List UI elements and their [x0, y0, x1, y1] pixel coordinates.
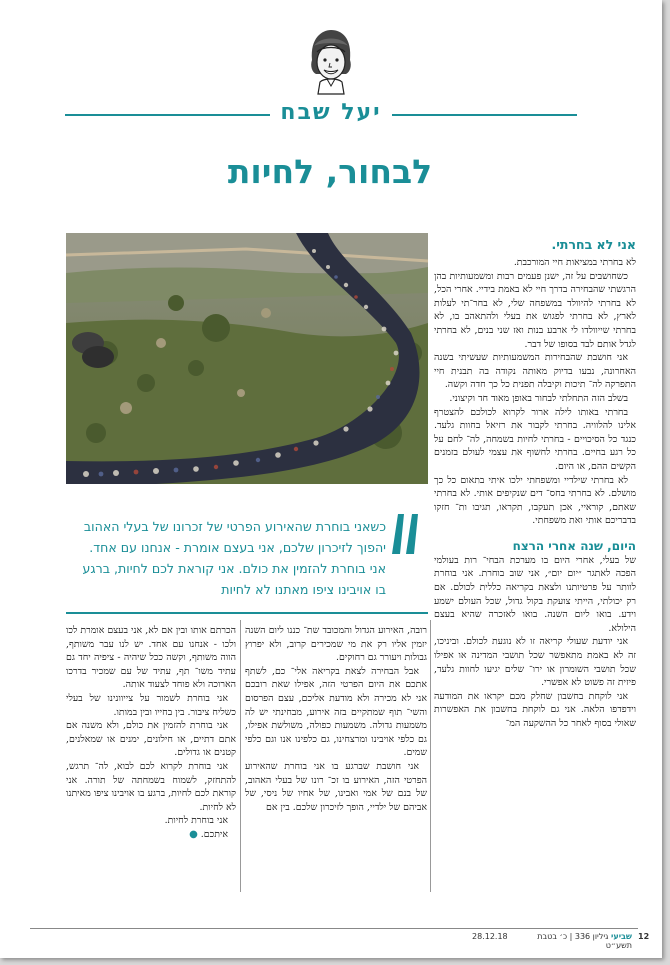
- author-rule-right: [392, 114, 577, 116]
- column-subheading: אני לא בחרתי.: [551, 237, 636, 252]
- author-rule-left: [65, 114, 270, 116]
- paragraph: אני בוחרת להזמין את כולם, ולא משנה אם אתם דתיים, או חילונים, ימנים או שמאלנים, קטנים או גדולים.: [66, 720, 236, 759]
- footer-rule: [30, 928, 638, 929]
- paragraph: של בעלי, אחרי היום בו מערכת הבחי־ רות בעולמי הפכה לאתגר ״יום יום״, אני שוב בוחרת. אני בוחרת לוותר על פרטיותנו ולצאת בקריאה כללית לכולם. אם רק יכולתי, הייתי צועקת בקול גדול, שכל העולם ישמע וידע. בואו ליום השנה. בואו לאזכרה שהיא בעצם הילולא.: [434, 554, 636, 634]
- article-column-right: [434, 236, 636, 894]
- paragraph: בחרתי באותו לילה ארור לקרוא לכולכם להצטרף אלינו להלוויה. בחרתי לקבור את רזיאל בחוות גלעד. כנגד כל הסיכויים - בחרתי לחיות בשמחה, לה־ לחם על כל רגע בחיים. בחרתי לחשוף את עצמי לעולם בזמנים הקשים ההם, או היום.: [434, 406, 636, 472]
- issue-text: גיליון 336 | כ׳ בטבת תשע״ט: [537, 932, 632, 950]
- pull-quote-text: כשאני בוחרת שהאירוע הפרטי של זכרונו של בעלי האהוב יהפוך לזיכרון שלכם, אני בעצם אומרת - אנחנו עם אחד. אני בוחרת להזמין את כולם. אני קוראת לכם לחיות, ברגע בו אויבינו ציפו מאתנו לא לחיות: [82, 519, 386, 597]
- author-portrait-illustration: [300, 26, 362, 96]
- column-divider: [430, 620, 431, 892]
- paragraph: בשלב הזה התחלתי לבחור באופן מאוד חד וקיצוני.: [449, 392, 628, 404]
- closing-line: [66, 828, 236, 842]
- column-divider: [240, 620, 241, 892]
- paragraph: אני חושבת שהבחירות המשמעותיות שעשיתי בשנה האחרונה, נבעו בדיוק מאותה נקודה בה תבנית חיי התפרקה לה־ תיכות וקיבלה תפנית כל כך חדה וקשה.: [434, 352, 636, 391]
- issue-date: 28.12.18: [472, 932, 508, 941]
- end-mark-icon: ●: [189, 828, 198, 840]
- paragraph: אבל הבחירה לצאת בקריאה אלי־ כם, לשתף אתכם את היום הפרטי הזה, אפילו שאת רובכם אני לא מכירה ולא מודעת אליכם, עצם הפרסום והשי־ תוף שמתקיים בזה אירוע, מבחינתי יש לה משמעות גדולה. משמעות כפולה, משולשת אפילו, גם כלפי אויבינו ומרצחינו, גם כלפינו אנו וגם כלפי שמים.: [245, 665, 427, 759]
- subheading-2-text: היום, שנה אחרי הרצח: [512, 538, 636, 553]
- paragraph: לא בחרתי שילדיי ומשפחתי ילכו איתי בתאום כל כך מושלם. לא בחרתי בחס־ דים שנקיפים אותי. לא בחרתי שאתם, קוראיי, אכן תעקבו, תקראו, תגיבו ות־ חזקו בדבריכם אותי ואת משפחתי.: [434, 474, 636, 527]
- article-column-left: [66, 624, 236, 894]
- paragraph: כשחושבים על זה, ישנן פעמים רבות ומשמעותיות בהן הרגשתי שהבחירה בדרך חיי לא באמת בידיי. אחרי הכל, לא בחרתי להיוולד במשפחה שלי, לא בחר־תי לעלות לארץ, לא בחרתי לפגוש את בעלי ולהתאהב בו, לא בחרתי שייוולדו לי ארבע בנות ואז שני בנים, לא בחרתי לגדל אותם לבד בסופו של דבר.: [434, 270, 636, 350]
- page-number: 12: [638, 932, 650, 941]
- paragraph: אני בוחרת לקרוא לכם לבוא, לה־ תרגש, להתחזק, לשמוח בשמחתה של תורה. אני קוראת לכם לחיות, ברגע בו אויבינו ציפו מאיתנו לא לחיות.: [66, 760, 236, 813]
- paragraph: אני בוחרת לשמור על צייוונינו של בעלי כשליח ציבור. בין בחייו ובין במותו.: [66, 692, 236, 718]
- paragraph: אני יודעת שעולי קריאה זו לא נוגעת לכולם. וביניכו, זה לא באמת מתאפשר שכל תושבי המדינה או אפילו שכל תושבי השומרון או ירו־ שלים יגיעו לחוות גלעד, פיזית זה פשוט לא אפשרי.: [434, 636, 636, 689]
- column-subheading-2: [434, 538, 636, 554]
- quote-mark-icon: [388, 512, 420, 556]
- paragraph: הכרתם אותו ובין אם לא, אני בעצם אומרת לכו ולכו - אנחנו עם אחד. יש לנו עבר משותף, הווה משותף, וקשה ככל שיהיה - ציפיה יחד גם עתיד משו־ תף, עתיד של עם שמכיר בדרכו הארוכה ולא פוחד לצעוד אותה.: [66, 625, 236, 691]
- issue-info: [520, 932, 632, 950]
- paragraph: אני חושבת שברגע בו אני בוחרת שהאירוע הפרטי הזה, האירוע בו זכ־ רונו של בעלי האהוב, של בנם של אמי ואבינו, של אחיו של ניסי, של אביהם של ילדיי, הופך לזיכרון שלכם. בין אם: [245, 760, 427, 813]
- article-column-middle: [245, 624, 427, 894]
- paragraph: אני בוחרת לחיות.: [164, 815, 228, 827]
- magazine-name: שביעי: [611, 932, 632, 941]
- crowd-procession-photo: [66, 233, 428, 484]
- closing-text: איתכם.: [200, 828, 228, 840]
- author-name: יעל שבח: [280, 100, 382, 125]
- paragraph: לא בחרתי במציאות חיי המורכבת.: [513, 257, 636, 268]
- paragraph: רובה, האירוע הגדול והמכובד שת־ כננו ליום השנה יזמין אליו רק את מי שמכירים קרוב, ולא יפרוץ גבולות ויעורר גם רחוקים.: [245, 625, 427, 664]
- paragraph: אני לוקחת בחשבון שחלק מכם יקראו את המודעה וידפדפו הלאה. אני גם לוקחת בחשבון את האפשרות שאולי בסוף לאחר כל ההשקעה המ־: [434, 690, 636, 729]
- article-headline: לבחור, לחיות: [227, 152, 433, 191]
